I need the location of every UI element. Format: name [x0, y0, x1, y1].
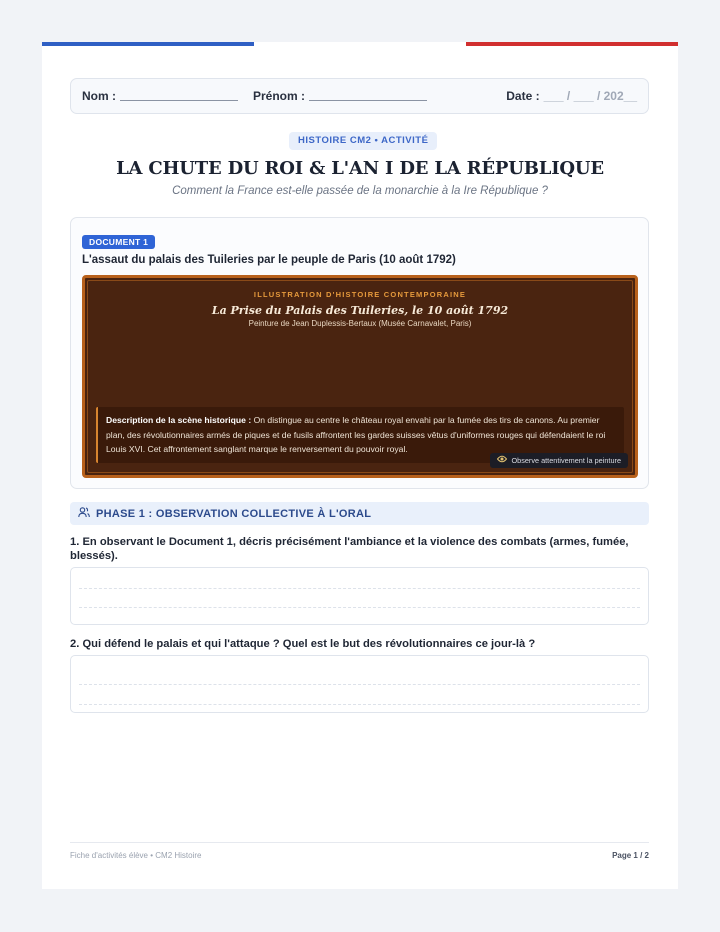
- tricolor-band: [42, 42, 678, 46]
- answer-box-1[interactable]: [70, 567, 649, 625]
- answer-line: [79, 607, 640, 608]
- answer-line: [79, 704, 640, 705]
- question-2: 2. Qui défend le palais et qui l'attaque ? Quel est le but des révolutionnaires ce jour-là ?: [70, 638, 536, 650]
- painting-illustration: [82, 275, 638, 478]
- answer-line: [79, 588, 640, 589]
- nom-field[interactable]: [82, 89, 238, 103]
- users-icon: [78, 505, 90, 523]
- date-label: Date :: [506, 89, 540, 103]
- page-number: Page 1 / 2: [612, 851, 649, 860]
- flag-red-stripe: [466, 42, 678, 46]
- footer-label: Fiche d'activités élève • CM2 Histoire: [70, 851, 202, 860]
- date-field[interactable]: [506, 89, 637, 103]
- document-badge: DOCUMENT 1: [82, 235, 155, 249]
- page-title: LA CHUTE DU ROI & L'AN I DE LA RÉPUBLIQUE: [116, 158, 604, 179]
- scene-description-label: Description de la scène historique :: [106, 415, 252, 425]
- painting-title: La Prise du Palais des Tuileries, le 10 août 1792: [211, 304, 509, 317]
- prenom-field[interactable]: [253, 89, 427, 103]
- observe-hint: [490, 453, 628, 468]
- page-subtitle: Comment la France est-elle passée de la monarchie à la Ire République ?: [172, 185, 548, 197]
- worksheet-page: [42, 42, 678, 889]
- subject-tag: HISTOIRE CM2 • ACTIVITÉ: [289, 132, 437, 150]
- phase-title: PHASE 1 : OBSERVATION COLLECTIVE À L'ORAL: [96, 507, 372, 520]
- answer-box-2[interactable]: [70, 655, 649, 713]
- question-1: 1. En observant le Document 1, décris précisément l'ambiance et la violence des combats (armes, fumée, blessés).: [70, 536, 629, 562]
- eye-icon: [497, 453, 507, 468]
- document-heading: L'assaut du palais des Tuileries par le peuple de Paris (10 août 1792): [82, 254, 456, 266]
- phase-header: [70, 502, 649, 525]
- nom-line[interactable]: [120, 91, 238, 101]
- page-footer: [70, 842, 649, 860]
- prenom-line[interactable]: [309, 91, 427, 101]
- prenom-label: Prénom :: [253, 89, 306, 103]
- painting-kicker: ILLUSTRATION D'HISTOIRE CONTEMPORAINE: [253, 290, 467, 299]
- scene-description-text: On distingue au centre le château royal envahi par la fumée des tirs de canons. Au premier plan, des révolutionnaires armés de piques et de fusils affrontent les gardes suisses vêtus d'uniformes rouges qui défendaient le roi Louis XVI. Cet affrontement sanglant marque le renversement du pouvoir royal.: [106, 415, 606, 454]
- date-value: ___ / ___ / 202__: [543, 89, 637, 103]
- observe-hint-text: Observe attentivement la peinture: [511, 456, 621, 465]
- flag-white-stripe: [254, 42, 466, 46]
- document-card: [70, 217, 649, 489]
- nom-label: Nom :: [82, 89, 116, 103]
- answer-line: [79, 684, 640, 685]
- painting-credit: Peinture de Jean Duplessis-Bertaux (Musée Carnavalet, Paris): [248, 319, 472, 328]
- flag-blue-stripe: [42, 42, 254, 46]
- student-id-box: [70, 78, 649, 114]
